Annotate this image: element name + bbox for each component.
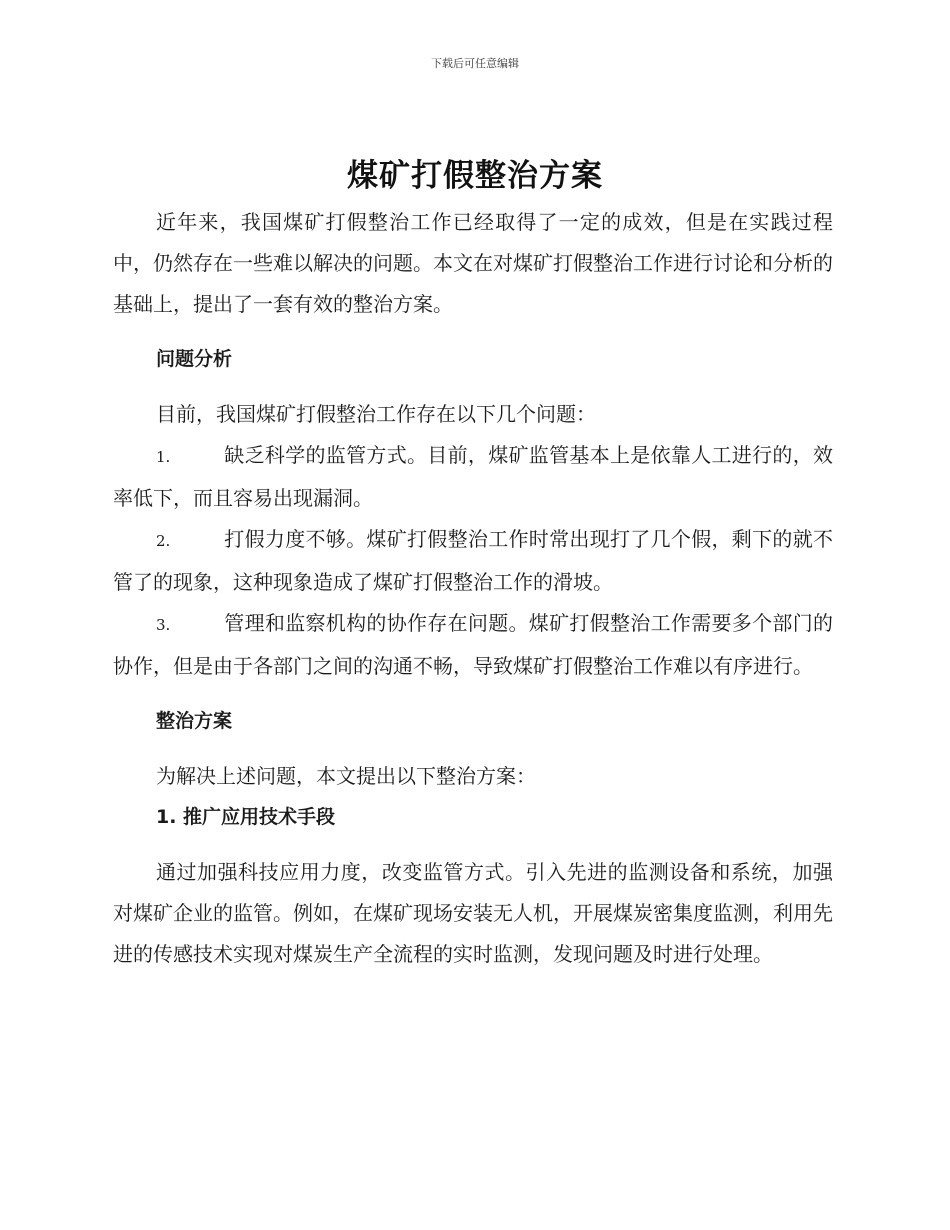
intro-paragraph: 近年来，我国煤矿打假整治工作已经取得了一定的成效，但是在实践过程中，仍然存在一些难以解决的问题。本文在对煤矿打假整治工作进行讨论和分析的基础上，提出了一套有效的整治方案。 (113, 210, 833, 316)
list-item (113, 519, 833, 603)
section1-lead: 目前，我国煤矿打假整治工作存在以下几个问题： (156, 402, 596, 426)
section2-lead: 为解决上述问题，本文提出以下整治方案： (156, 764, 536, 788)
list-item-text: 缺乏科学的监管方式。目前，煤矿监管基本上是依靠人工进行的，效率低下，而且容易出现漏洞。 (113, 443, 833, 510)
section-heading-problem-analysis: 问题分析 (156, 348, 233, 370)
subsection-heading-technology: 1. 推广应用技术手段 (156, 806, 336, 828)
list-item-number: 3. (156, 616, 171, 634)
list-item (113, 603, 833, 687)
list-item-number: 2. (156, 532, 171, 550)
list-item-number: 1. (156, 448, 171, 466)
list-item-text: 管理和监察机构的协作存在问题。煤矿打假整治工作需要多个部门的协作，但是由于各部门之间的沟通不畅，导致煤矿打假整治工作难以有序进行。 (113, 611, 833, 678)
document-body (113, 202, 833, 975)
subsection-body-technology: 通过加强科技应用力度，改变监管方式。引入先进的监测设备和系统，加强对煤矿企业的监管。例如，在煤矿现场安装无人机，开展煤炭密集度监测，利用先进的传感技术实现对煤炭生产全流程的实时监测，发现问题及时进行处理。 (113, 860, 833, 966)
document-title: 煤矿打假整治方案 (347, 158, 603, 194)
section-heading-remediation-plan: 整治方案 (156, 710, 233, 732)
page-header-note: 下载后可任意编辑 (431, 57, 519, 70)
list-item-text: 打假力度不够。煤矿打假整治工作时常出现打了几个假，剩下的就不管了的现象，这种现象造成了煤矿打假整治工作的滑坡。 (113, 527, 833, 594)
list-item (113, 435, 833, 519)
